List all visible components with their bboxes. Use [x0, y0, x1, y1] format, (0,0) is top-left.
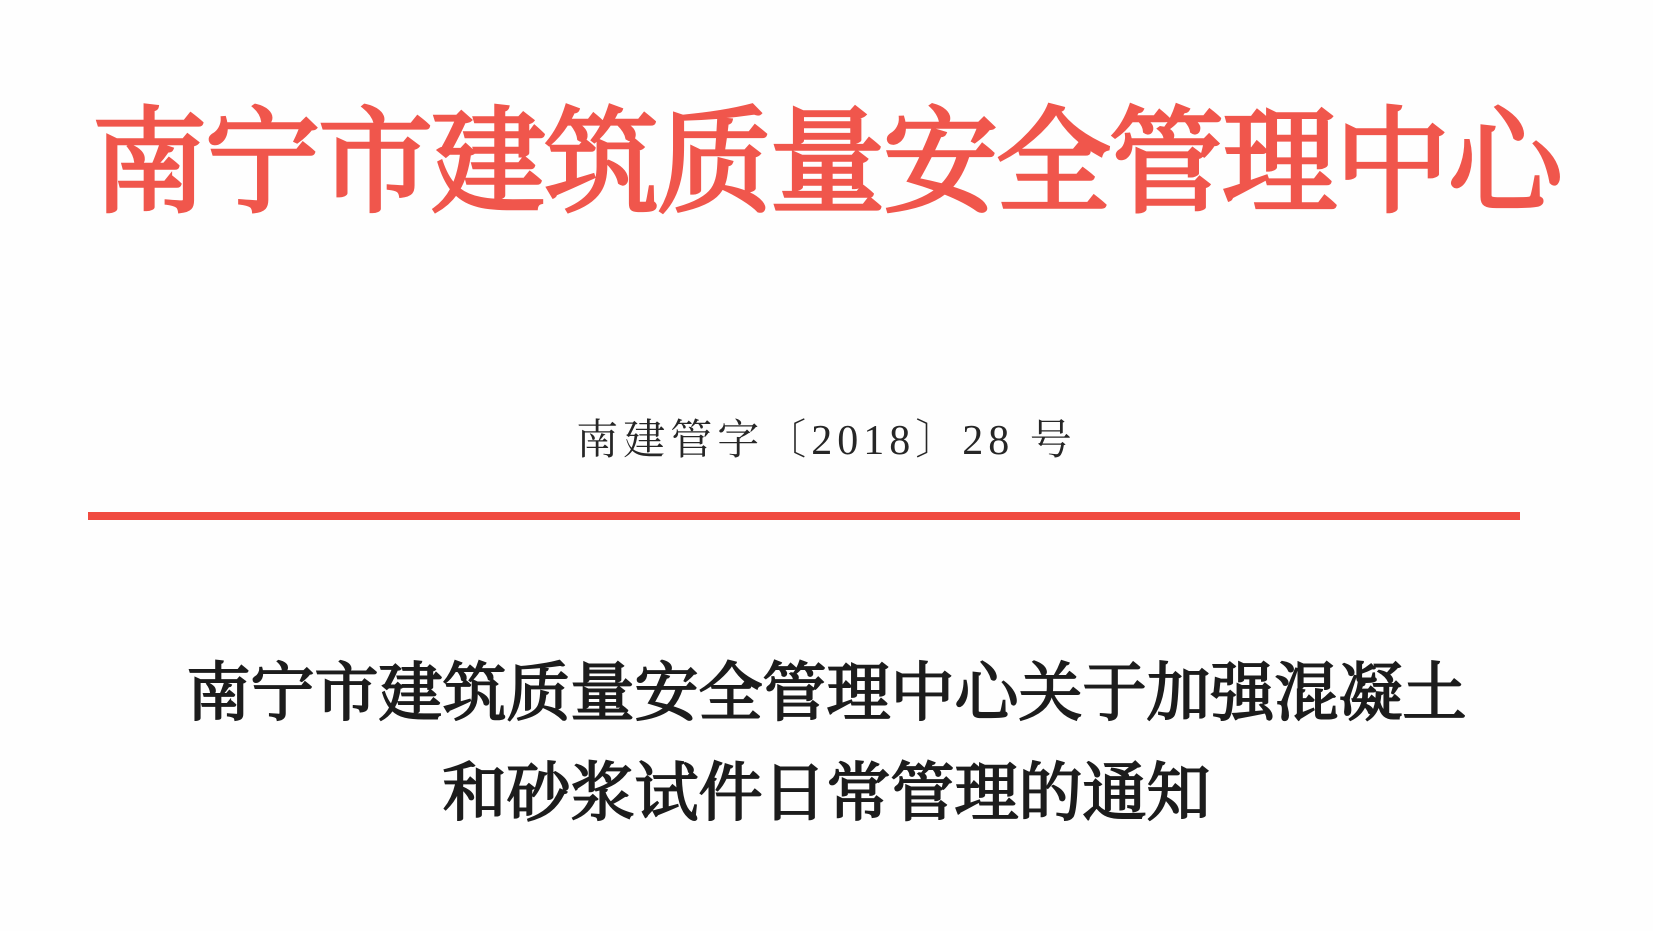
doc-number-text: 南建管字〔2018〕28 号: [576, 418, 1077, 464]
notice-title-line-2: 和砂浆试件日常管理的通知: [442, 758, 1211, 829]
org-letterhead-text: 南宁市建筑质量安全管理中心: [91, 100, 1561, 227]
red-divider-rule: [88, 512, 1520, 520]
notice-title-line-1: 南宁市建筑质量安全管理中心关于加强混凝土: [186, 658, 1467, 729]
notice-title: [0, 644, 1653, 844]
